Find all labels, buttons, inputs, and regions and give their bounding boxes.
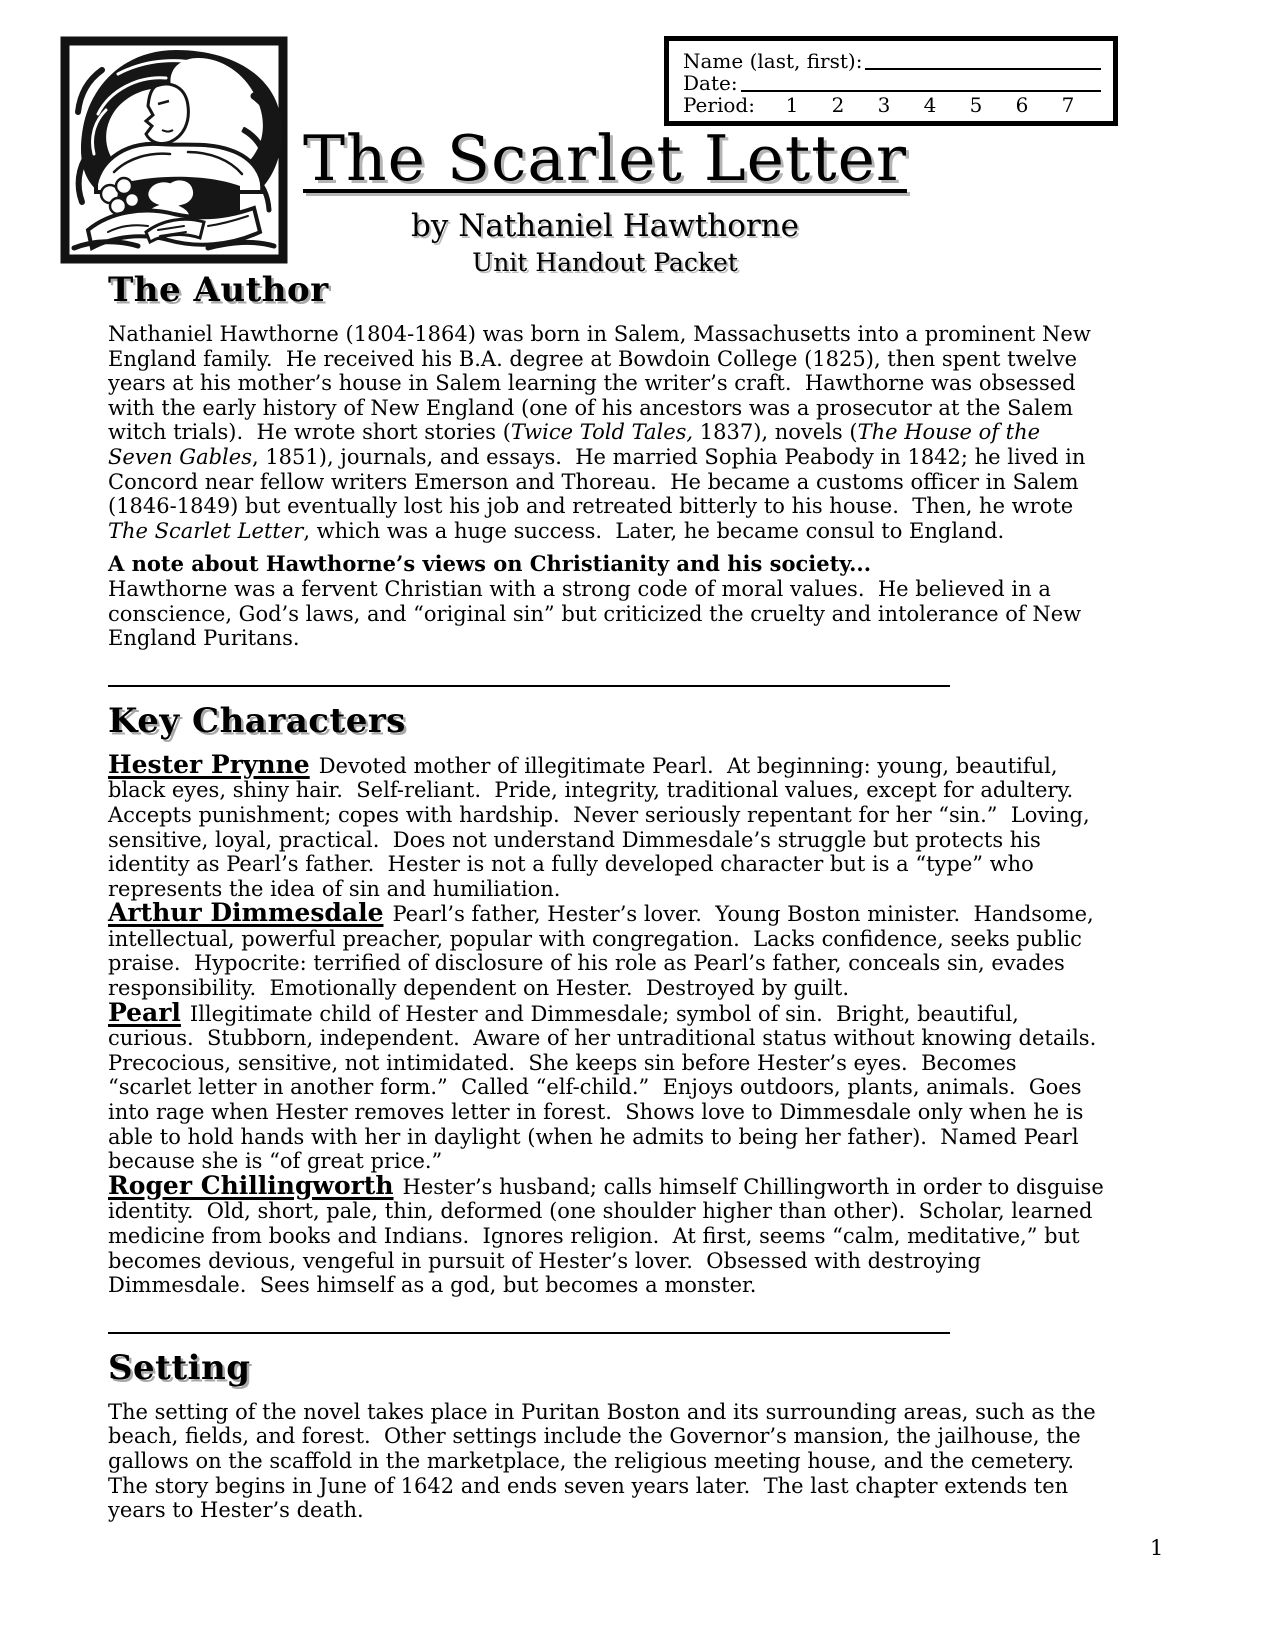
document-title: The Scarlet Letter (303, 122, 907, 195)
character-description-chillingworth: Hester’s husband; calls himself Chillingworth in order to disguise identity. Old, short, pale, thin, deformed (one shoulder higher than other). Scholar, learned medicine from books and Indians. Ignores religion. At first, seems “calm, meditative,” but becomes devious, vengeful in pursuit of Hester’s lover. Obsessed with destroying Dimmesdale. Sees himself as a god, but becomes a monster. (108, 1174, 1111, 1298)
character-entry-chillingworth (108, 1170, 1111, 1298)
byline: by Nathaniel Hawthorne (411, 208, 799, 245)
document-body (108, 270, 1111, 1523)
character-name-chillingworth: Roger Chillingworth (108, 1170, 394, 1200)
period-label: Period: (683, 93, 755, 117)
character-name-dimmesdale: Arthur Dimmesdale (108, 898, 384, 928)
title-block (95, 122, 1115, 278)
note-heading: A note about Hawthorne’s views on Christianity and his society... (108, 551, 872, 577)
character-name-hester: Hester Prynne (108, 749, 310, 779)
name-blank-line (865, 68, 1101, 70)
subtitle: Unit Handout Packet (472, 248, 738, 278)
period-option-1: 1 (785, 93, 799, 117)
section-heading-characters: Key Characters (108, 700, 406, 741)
character-description-hester: Devoted mother of illegitimate Pearl. At beginning: young, beautiful, black eyes, shiny hair. Self-reliant. Pride, integrity, traditional values, except for adultery. Accepts punishment; copes with hardship. Never seriously repentant for her “sin.” Loving, sensitive, loyal, practical. Does not understand Dimmesdale’s struggle but protects his identity as Pearl’s father. Hester is not a fully developed character but is a “type” who represents the idea of sin and humiliation. (108, 753, 1097, 901)
period-option-7: 7 (1061, 93, 1075, 117)
section-divider (108, 1332, 950, 1334)
period-option-4: 4 (923, 93, 937, 117)
section-heading-author: The Author (108, 270, 329, 310)
character-entry-pearl (108, 997, 1110, 1174)
period-option-2: 2 (831, 93, 845, 117)
page-number: 1 (1150, 1536, 1164, 1560)
character-description-pearl: Illegitimate child of Hester and Dimmesdale; symbol of sin. Bright, beautiful, curious. Stubborn, independent. Aware of her untraditional status without knowing details. Precocious, sensitive, not intimidated. She keeps sin before Hester’s eyes. Becomes “scarlet letter in another form.” Called “elf-child.” Enjoys outdoors, plants, animals. Goes into rage when Hester removes letter in forest. Shows love to Dimmesdale only when he is able to hold hands with her in daylight (when he admits to being her father). Named Pearl because she is “of great price.” (108, 1001, 1110, 1174)
date-blank-line (741, 90, 1101, 92)
section-heading-setting: Setting (108, 1347, 251, 1388)
author-paragraph: Nathaniel Hawthorne (1804-1864) was born in Salem, Massachusetts into a prominent New England family. He received his B.A. degree at Bowdoin College (1825), then spent twelve years at his mother’s house in Salem learning the writer’s craft. Hawthorne was obsessed with the early history of New England (one of his ancestors was a prosecutor at the Salem witch trials). He wrote short stories (Twice Told Tales, 1837), novels (The House of the Seven Gables, 1851), journals, and essays. He married Sophia Peabody in 1842; he lived in Concord near fellow writers Emerson and Thoreau. He became a customs officer in Salem (1846-1849) but eventually lost his job and retreated bitterly to his house. Then, he wrote The Scarlet Letter, which was a huge success. Later, he became consul to England. (108, 322, 1098, 543)
setting-paragraph: The setting of the novel takes place in Puritan Boston and its surrounding areas, such as the beach, fields, and forest. Other settings include the Governor’s mansion, the jailhouse, the gallows on the scaffold in the marketplace, the religious meeting house, and the cemetery. The story begins in June of 1642 and ends seven years later. The last chapter extends ten years to Hester’s death. (108, 1399, 1103, 1523)
section-divider (108, 685, 950, 687)
note-paragraph: Hawthorne was a fervent Christian with a strong code of moral values. He believed in a conscience, God’s laws, and “original sin” but criticized the cruelty and intolerance of New England Puritans. (108, 576, 1088, 651)
name-label: Name (last, first): (683, 49, 863, 73)
character-name-pearl: Pearl (108, 997, 181, 1027)
character-entry-hester (108, 749, 1104, 902)
period-option-5: 5 (969, 93, 983, 117)
student-info-box (664, 36, 1118, 126)
date-label: Date: (683, 71, 738, 95)
character-description-dimmesdale: Pearl’s father, Hester’s lover. Young Boston minister. Handsome, intellectual, powerful preacher, popular with congregation. Lacks confidence, seeks public praise. Hypocrite: terrified of disclosure of his role as Pearl’s father, conceals sin, evades responsibility. Emotionally dependent on Hester. Destroyed by guilt. (108, 902, 1101, 1001)
period-option-6: 6 (1015, 93, 1029, 117)
period-option-3: 3 (877, 93, 891, 117)
character-entry-dimmesdale (108, 898, 1104, 1001)
